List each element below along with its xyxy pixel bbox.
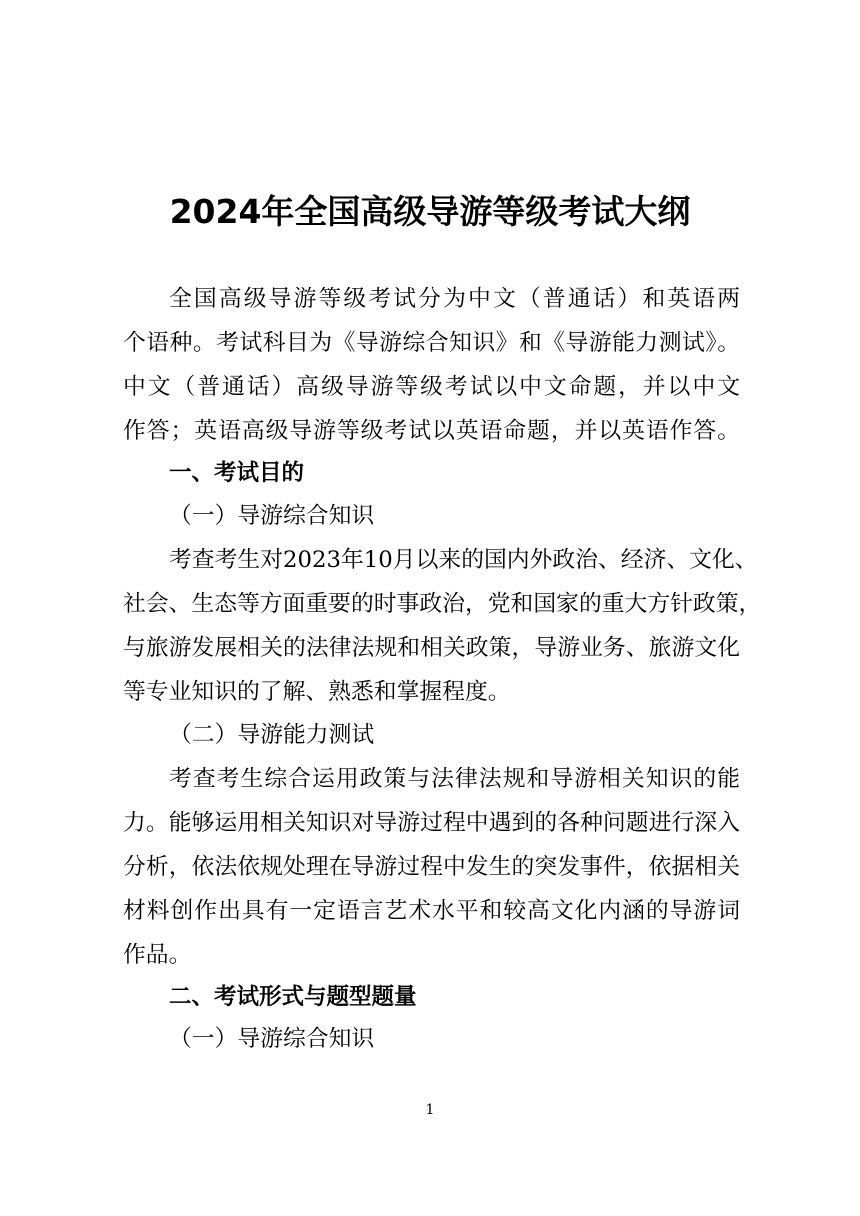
sub-2-line-5: 作品。 (123, 942, 192, 968)
sub-1-line-4: 等专业知识的了解、熟悉和掌握程度。 (123, 679, 511, 705)
intro-line-3: 中文（普通话）高级导游等级考试以中文命题，并以中文 (123, 374, 740, 400)
sub-2-line-4: 材料创作出具有一定语言艺术水平和较高文化内涵的导游词 (123, 898, 740, 924)
section-1-sub-1-heading: （一）导游综合知识 (169, 503, 375, 529)
section-2-sub-1-heading: （一）导游综合知识 (169, 1026, 375, 1052)
intro-line-2: 个语种。考试科目为《导游综合知识》和《导游能力测试》。 (123, 330, 740, 356)
sub-2-line-2: 力。能够运用相关知识对导游过程中遇到的各种问题进行深入 (123, 810, 740, 836)
intro-line-1: 全国高级导游等级考试分为中文（普通话）和英语两 (169, 286, 740, 312)
section-1-sub-2-heading: （二）导游能力测试 (169, 722, 375, 748)
sub-2-line-1: 考查考生综合运用政策与法律法规和导游相关知识的能 (169, 766, 740, 792)
document-title: 2024年全国高级导游等级考试大纲 (169, 192, 691, 231)
sub-1-line-1: 考查考生对2023年10月以来的国内外政治、经济、文化、 (169, 547, 758, 573)
section-2-heading: 二、考试形式与题型题量 (169, 984, 417, 1010)
page-number: 1 (425, 1102, 435, 1118)
intro-line-4: 作答；英语高级导游等级考试以英语命题，并以英语作答。 (123, 418, 740, 444)
sub-1-line-2: 社会、生态等方面重要的时事政治，党和国家的重大方针政策， (123, 591, 762, 617)
section-1-heading: 一、考试目的 (169, 460, 305, 486)
sub-1-line-3: 与旅游发展相关的法律法规和相关政策，导游业务、旅游文化 (123, 635, 740, 661)
sub-2-line-3: 分析，依法依规处理在导游过程中发生的突发事件，依据相关 (123, 854, 740, 880)
